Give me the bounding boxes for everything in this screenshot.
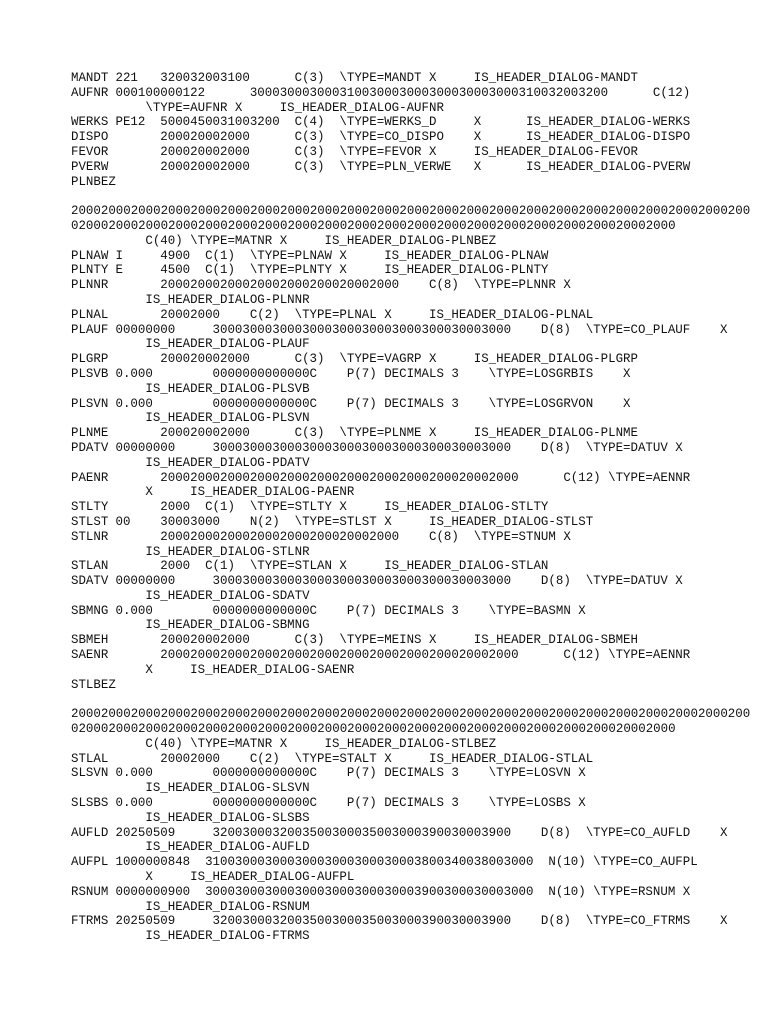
field-name: SLSBS (71, 796, 109, 811)
field-row (71, 752, 751, 767)
debug-dump-text (71, 71, 751, 944)
field-row (71, 826, 751, 856)
field-name: FTRMS (71, 914, 109, 929)
field-row (71, 130, 751, 145)
field-name: PLSVN (71, 396, 109, 411)
field-details: 20002000200020002000200020002000 C(8) \TYPE=PLNNR X (115, 278, 571, 293)
field-details: 20002000200020002000200020002000 C(8) \TYPE=STNUM X (115, 529, 571, 544)
field-name: SLSVN (71, 766, 109, 781)
field-details: 0.000 0000000000000C P(7) DECIMALS 3 \TYPE=BASMN X (115, 603, 586, 618)
field-row (71, 115, 751, 130)
field-details: 0.000 0000000000000C P(7) DECIMALS 3 \TYPE=LOSVN X (115, 766, 586, 781)
field-name: SAENR (71, 648, 109, 663)
field-name: PLAUF (71, 322, 109, 337)
field-details: I 4900 C(1) \TYPE=PLNAW X IS_HEADER_DIALOG-PLNAW (115, 248, 549, 263)
field-details: 200020002000200020002000200020002000200020002000 C(12) \TYPE=AENNR (115, 470, 691, 485)
field-name: STLBEZ (71, 677, 116, 692)
field-details: IS_HEADER_DIALOG-PLNNR (115, 292, 310, 307)
field-details: IS_HEADER_DIALOG-PLSVN (115, 411, 310, 426)
field-row (71, 471, 751, 501)
field-name: STLNR (71, 529, 109, 544)
field-details: PE12 5000450031003200 C(4) \TYPE=WERKS_D X IS_HEADER_DIALOG-WERKS (115, 115, 691, 130)
field-row (71, 426, 751, 441)
field-details: X IS_HEADER_DIALOG-PAENR (115, 485, 355, 500)
field-details: X IS_HEADER_DIALOG-AUFPL (115, 870, 355, 885)
field-details: 2000 C(1) \TYPE=STLAN X IS_HEADER_DIALOG-STLAN (115, 559, 549, 574)
field-name: PLGRP (71, 352, 109, 367)
field-details: 200020002000 C(3) \TYPE=CO_DISPO X IS_HEADER_DIALOG-DISPO (115, 130, 691, 145)
field-details: IS_HEADER_DIALOG-SLSVN (115, 781, 310, 796)
field-details: 0.000 0000000000000C P(7) DECIMALS 3 \TYPE=LOSGRBIS X (115, 366, 631, 381)
field-name: PAENR (71, 470, 109, 485)
field-name: SDATV (71, 574, 109, 589)
field-details: C(40) \TYPE=MATNR X IS_HEADER_DIALOG-STLBEZ (115, 736, 497, 751)
field-row (71, 249, 751, 264)
field-row (71, 737, 751, 752)
field-details: C(40) \TYPE=MATNR X IS_HEADER_DIALOG-PLNBEZ (115, 233, 497, 248)
field-name: RSNUM (71, 884, 109, 899)
field-name: DISPO (71, 130, 109, 145)
field-details: IS_HEADER_DIALOG-AUFLD (115, 840, 310, 855)
field-details: 00000000 3000300030003000300030003000300030003000 D(8) \TYPE=DATUV X (115, 440, 683, 455)
hex-value-line: 2000200020002000200020002000200020002000200020002000200020002000200020002000200020002000200020002000200020002000200020002000200020002000200020002000200020002000200020002000 (71, 204, 751, 233)
field-name: PLNBEZ (71, 174, 116, 189)
field-row (71, 530, 751, 560)
field-row (71, 604, 751, 634)
field-row (71, 855, 751, 885)
field-name: PLNTY (71, 263, 109, 278)
field-row (71, 515, 751, 530)
field-name: AUFPL (71, 855, 109, 870)
field-details: 200020002000 C(3) \TYPE=PLNME X IS_HEADER_DIALOG-PLNME (115, 426, 638, 441)
field-details: 00 30003000 N(2) \TYPE=STLST X IS_HEADER_DIALOG-STLST (115, 514, 594, 529)
blank-line (71, 189, 751, 204)
field-row (71, 308, 751, 323)
field-details: 200020002000 C(3) \TYPE=MEINS X IS_HEADER_DIALOG-SBMEH (115, 633, 638, 648)
field-details: IS_HEADER_DIALOG-PDATV (115, 455, 310, 470)
field-name: PLNNR (71, 278, 109, 293)
field-row (71, 234, 751, 249)
field-row (71, 86, 751, 116)
field-row (71, 648, 751, 678)
field-row (71, 160, 751, 175)
field-details: 00000000 3000300030003000300030003000300030003000 D(8) \TYPE=CO_PLAUF X (115, 322, 728, 337)
field-row (71, 500, 751, 515)
field-name: STLAN (71, 559, 109, 574)
field-row (71, 278, 751, 308)
field-details: 20250509 3200300032003500300035003000390030003900 D(8) \TYPE=CO_AUFLD X (115, 825, 728, 840)
field-details: IS_HEADER_DIALOG-PLSVB (115, 381, 310, 396)
field-name: SBMEH (71, 633, 109, 648)
field-name: PDATV (71, 440, 109, 455)
field-row (71, 766, 751, 796)
field-details: X IS_HEADER_DIALOG-SAENR (115, 662, 355, 677)
field-name: PLSVB (71, 366, 109, 381)
field-name: PLNAW (71, 248, 109, 263)
field-name: PLNME (71, 426, 109, 441)
field-name: STLTY (71, 500, 109, 515)
field-details: IS_HEADER_DIALOG-SDATV (115, 588, 310, 603)
field-row (71, 367, 751, 397)
field-row (71, 559, 751, 574)
field-details: E 4500 C(1) \TYPE=PLNTY X IS_HEADER_DIALOG-PLNTY (115, 263, 549, 278)
field-name: SBMNG (71, 603, 109, 618)
field-name: WERKS (71, 115, 109, 130)
field-name: PLNAL (71, 307, 109, 322)
field-details: IS_HEADER_DIALOG-SBMNG (115, 618, 310, 633)
field-details: \TYPE=AUFNR X IS_HEADER_DIALOG-AUFNR (115, 100, 444, 115)
field-row (71, 885, 751, 915)
field-row (71, 914, 751, 944)
field-row (71, 796, 751, 826)
field-name: STLST (71, 514, 109, 529)
field-row (71, 323, 751, 353)
field-row (71, 678, 751, 693)
field-name: AUFNR (71, 85, 109, 100)
field-details: IS_HEADER_DIALOG-SLSBS (115, 810, 310, 825)
field-row (71, 441, 751, 471)
field-row (71, 352, 751, 367)
field-row (71, 175, 751, 190)
field-details: 20002000 C(2) \TYPE=STALT X IS_HEADER_DIALOG-STLAL (115, 751, 594, 766)
field-details: 0.000 0000000000000C P(7) DECIMALS 3 \TYPE=LOSGRVON X (115, 396, 631, 411)
field-details: 1000000848 31003000300030003000300030003800340038003000 N(10) \TYPE=CO_AUFPL (115, 855, 698, 870)
field-row (71, 397, 751, 427)
field-details: 200020002000 C(3) \TYPE=VAGRP X IS_HEADER_DIALOG-PLGRP (115, 352, 638, 367)
field-row (71, 574, 751, 604)
field-row (71, 71, 751, 86)
field-details: 200020002000 C(3) \TYPE=PLN_VERWE X IS_HEADER_DIALOG-PVERW (115, 159, 691, 174)
field-details: 221 320032003100 C(3) \TYPE=MANDT X IS_HEADER_DIALOG-MANDT (115, 71, 638, 85)
field-name: FEVOR (71, 144, 109, 159)
field-details: 00000000 3000300030003000300030003000300030003000 D(8) \TYPE=DATUV X (115, 574, 683, 589)
field-row (71, 633, 751, 648)
field-name: STLAL (71, 751, 109, 766)
field-details: 200020002000200020002000200020002000200020002000 C(12) \TYPE=AENNR (115, 648, 691, 663)
field-details: IS_HEADER_DIALOG-STLNR (115, 544, 310, 559)
field-details: 2000 C(1) \TYPE=STLTY X IS_HEADER_DIALOG-STLTY (115, 500, 549, 515)
field-row (71, 145, 751, 160)
field-row (71, 263, 751, 278)
field-name: AUFLD (71, 825, 109, 840)
field-details: 20002000 C(2) \TYPE=PLNAL X IS_HEADER_DIALOG-PLNAL (115, 307, 594, 322)
field-details: 0.000 0000000000000C P(7) DECIMALS 3 \TYPE=LOSBS X (115, 796, 586, 811)
blank-line (71, 692, 751, 707)
field-details: IS_HEADER_DIALOG-FTRMS (115, 929, 310, 944)
hex-value-line: 2000200020002000200020002000200020002000200020002000200020002000200020002000200020002000200020002000200020002000200020002000200020002000200020002000200020002000200020002000 (71, 707, 751, 737)
field-details: 000100000122 300030003000310030003000300030003000310032003200 C(12) (115, 85, 691, 100)
field-details: IS_HEADER_DIALOG-RSNUM (115, 899, 310, 914)
field-name: MANDT (71, 71, 109, 85)
field-name: PVERW (71, 159, 109, 174)
field-details: 20250509 3200300032003500300035003000390030003900 D(8) \TYPE=CO_FTRMS X (115, 914, 728, 929)
field-details: 200020002000 C(3) \TYPE=FEVOR X IS_HEADER_DIALOG-FEVOR (115, 144, 638, 159)
field-details: 0000000900 30003000300030003000300030003900300030003000 N(10) \TYPE=RSNUM X (115, 884, 691, 899)
field-details: IS_HEADER_DIALOG-PLAUF (115, 337, 310, 352)
